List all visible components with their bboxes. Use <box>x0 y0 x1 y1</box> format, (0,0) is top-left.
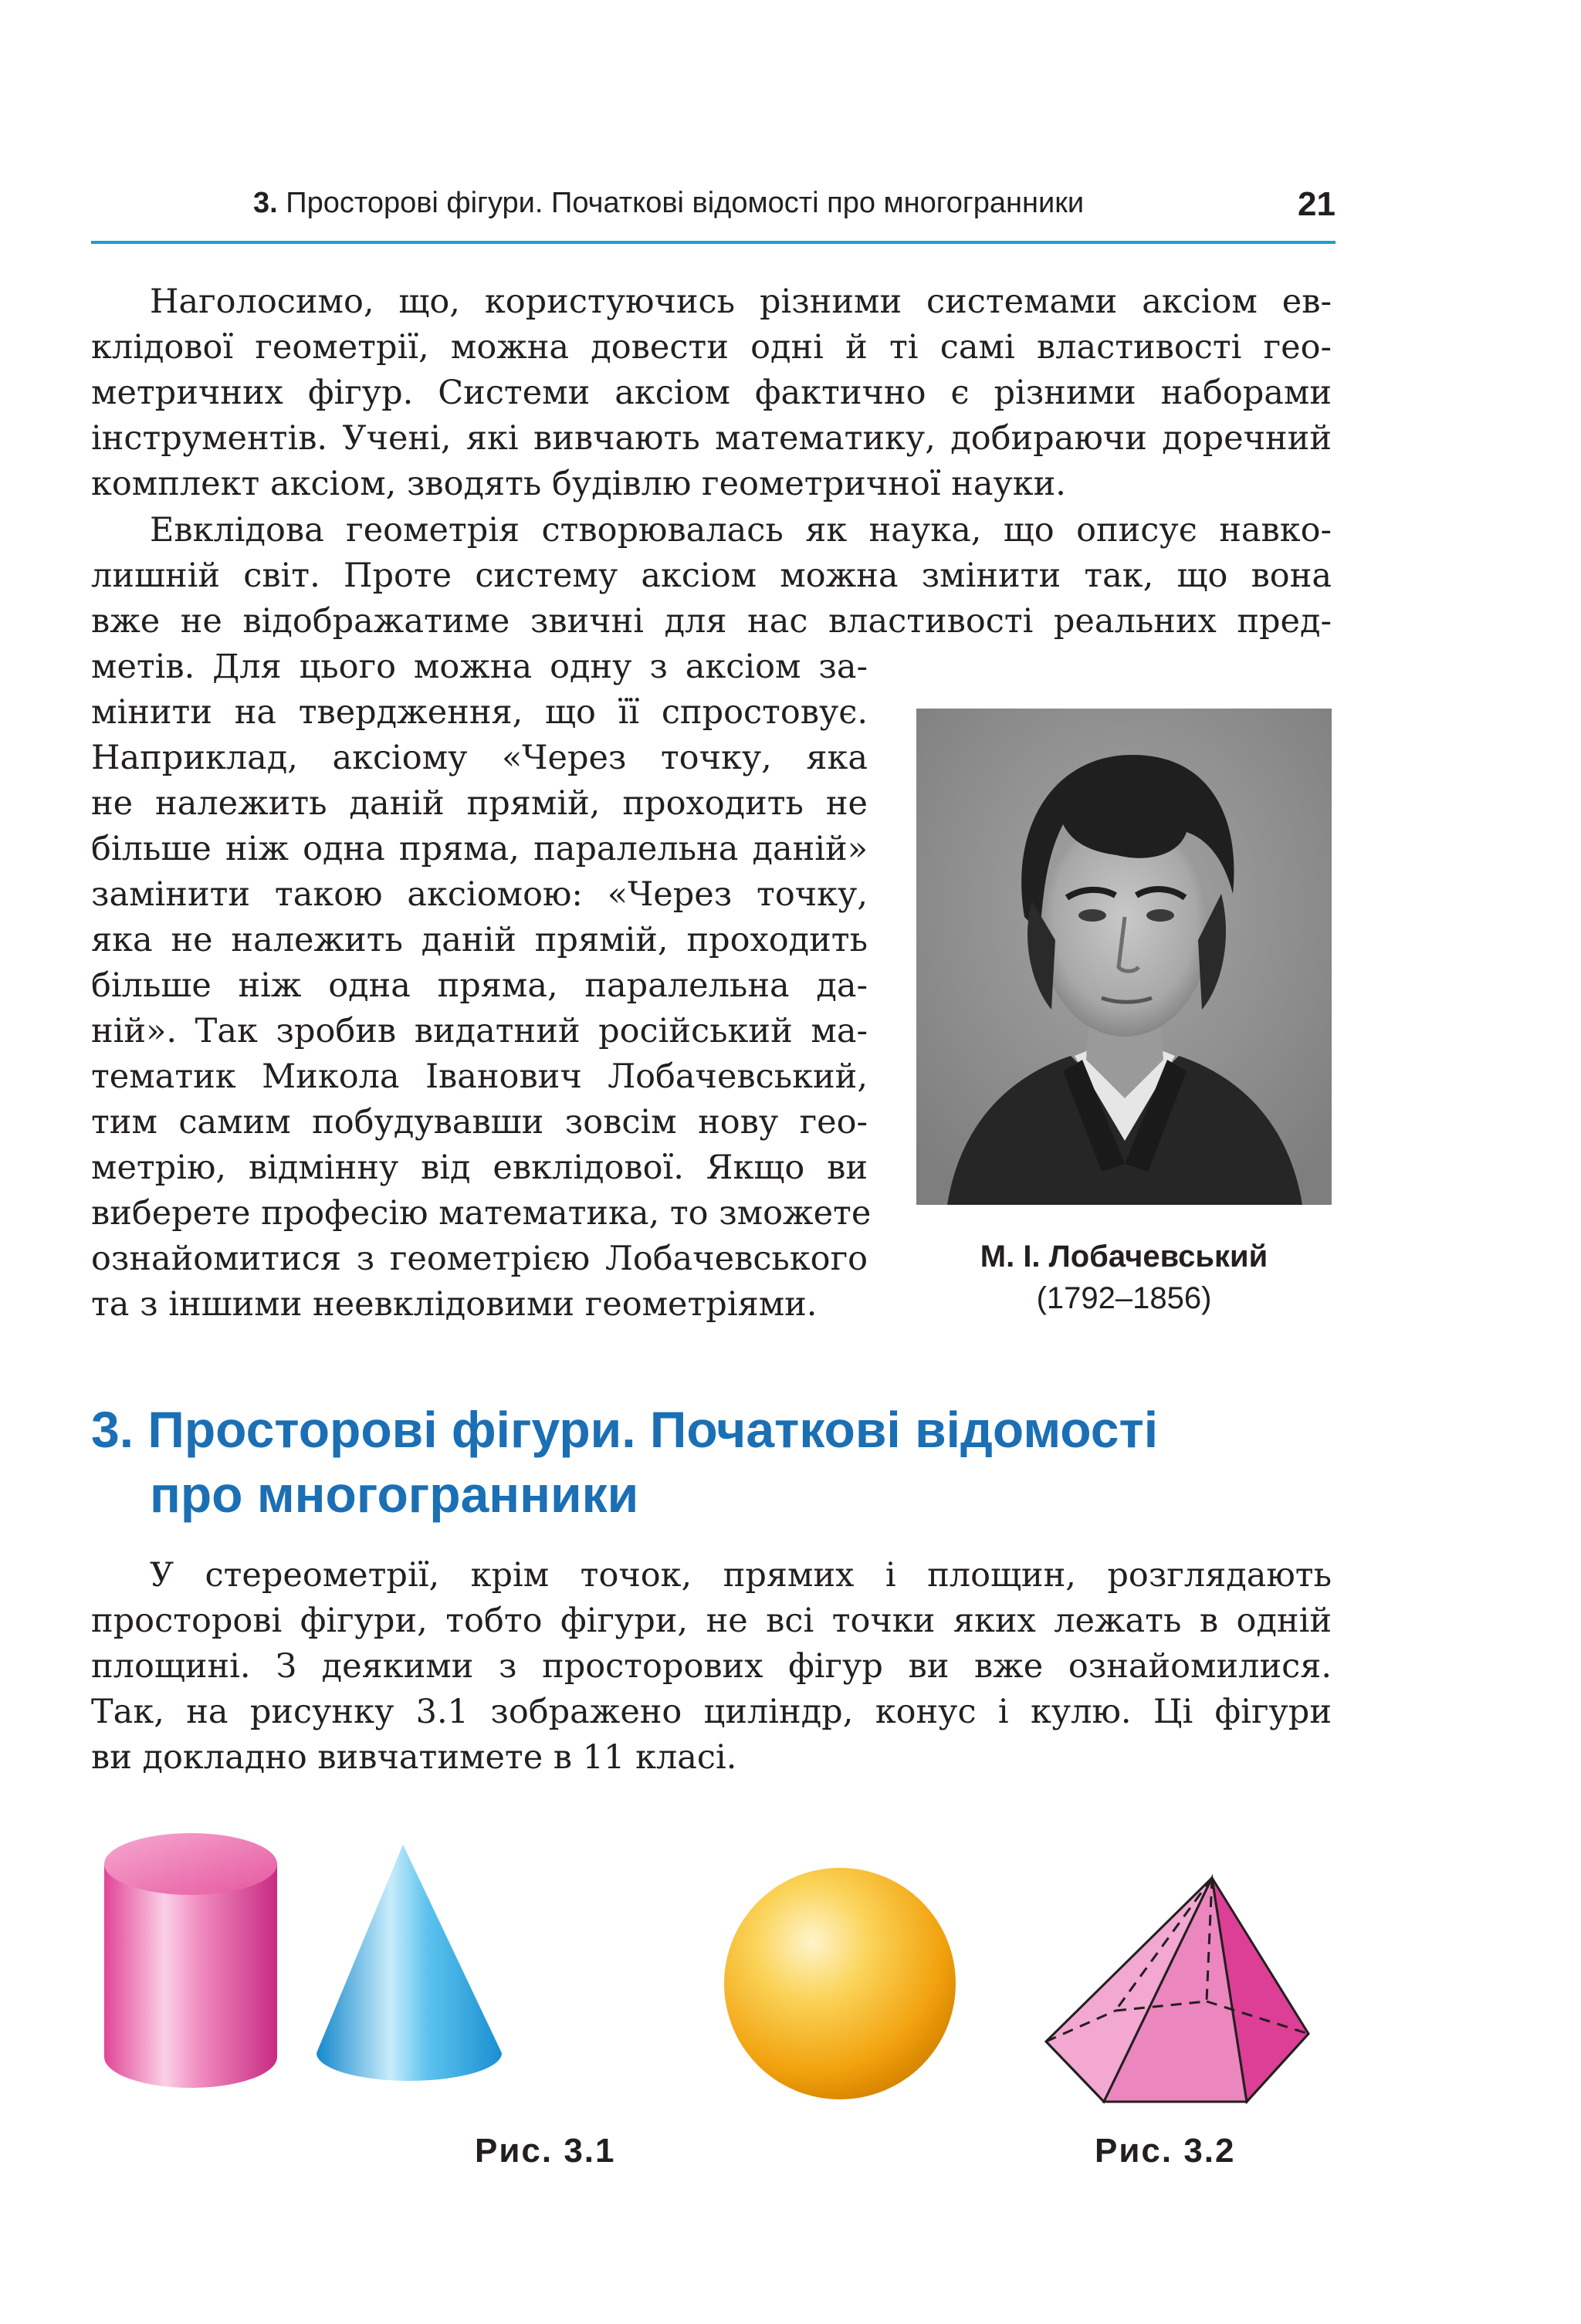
paragraph-1-line: клідової геометрії, можна довести одні й ті самі властивості гео- <box>91 328 1332 367</box>
paragraph-1-line: Наголосимо, що, користуючись різними системами аксіом ев- <box>150 282 1332 321</box>
paragraph-3-line: У стереометрії, крім точок, прямих і площин, розглядають <box>150 1556 1332 1595</box>
pyramid-shape <box>1046 1878 1308 2102</box>
cylinder-shape <box>104 1833 277 2088</box>
paragraph-2-line: яка не належить даній прямій, проходить <box>91 921 868 959</box>
portrait-caption-name: М. І. Лобачевський <box>980 1240 1268 1274</box>
paragraph-2-line: вже не відображатиме звичні для нас властивості реальних пред- <box>91 602 1332 641</box>
paragraph-2-line: виберете професію математика, то зможете <box>91 1194 872 1233</box>
paragraph-2-line: більше ніж одна пряма, паралельна да- <box>91 966 868 1005</box>
running-head-section-title: Просторові фігури. Початкові відомості про многогранники <box>286 187 1085 219</box>
figure-3-1-label: Рис. 3.1 <box>475 2132 616 2170</box>
paragraph-2-line: не належить даній прямій, проходить не <box>91 784 868 823</box>
portrait-illustration <box>916 709 1332 1205</box>
paragraph-2-narrow <box>91 644 872 1328</box>
paragraph-1-line: інструментів. Учені, які вивчають математику, добираючи доречний <box>91 419 1332 458</box>
paragraph-1-line: комплект аксіом, зводять будівлю геометричної науки. <box>91 465 1066 503</box>
paragraph-3 <box>91 1553 1332 1781</box>
section-heading <box>91 1397 1158 1527</box>
paragraph-2-line: мінити на твердження, що її спростовує. <box>91 693 868 732</box>
cone-shape <box>317 1845 502 2081</box>
paragraph-3-line: ви докладно вивчатимете в 11 класі. <box>91 1738 737 1777</box>
paragraph-2-full <box>91 508 1332 644</box>
running-head <box>91 179 1336 244</box>
paragraph-2-line: замінити такою аксіомою: «Через точку, <box>91 875 868 914</box>
page-number: 21 <box>1298 185 1336 223</box>
running-head-section-number: 3. <box>253 187 278 219</box>
paragraph-2-line: ній». Так зробив видатний російський ма- <box>91 1012 868 1050</box>
paragraph-2-line: метів. Для цього можна одну з аксіом за- <box>91 648 868 686</box>
section-heading-line-1: 3. Просторові фігури. Початкові відомості <box>91 1401 1159 1458</box>
section-heading-line-2: про многогранники <box>150 1466 639 1523</box>
paragraph-1-line: метричних фігур. Системи аксіом фактично є різними наборами <box>91 374 1332 412</box>
figure-3-2-label: Рис. 3.2 <box>1095 2132 1236 2170</box>
sphere-shape <box>724 1868 956 2099</box>
paragraph-3-line: площині. З деякими з просторових фігур ви вже ознайомилися. <box>91 1647 1332 1686</box>
paragraph-2-line: тематик Микола Іванович Лобачевський, <box>91 1057 868 1096</box>
paragraph-2-line: Наприклад, аксіому «Через точку, яка <box>91 739 868 777</box>
paragraph-2-line: та з іншими неевклідовими геометріями. <box>91 1285 818 1324</box>
paragraph-2-line: лишній світ. Проте систему аксіом можна змінити так, що вона <box>91 556 1332 595</box>
paragraph-1 <box>91 279 1332 507</box>
paragraph-3-line: просторові фігури, тобто фігури, не всі точки яких лежать в одній <box>91 1602 1332 1640</box>
paragraph-2-line: Евклідова геометрія створювалась як наука, що описує навко- <box>150 511 1332 550</box>
figure-3-2 <box>1038 1872 1336 2111</box>
figure-3-1 <box>100 1829 973 2115</box>
paragraph-2-line: більше ніж одна пряма, паралельна даній» <box>91 830 868 868</box>
portrait-caption-years: (1792–1856) <box>1036 1281 1212 1315</box>
portrait-image <box>916 709 1332 1205</box>
paragraph-3-line: Так, на рисунку 3.1 зображено циліндр, конус і кулю. Ці фігури <box>91 1693 1332 1731</box>
paragraph-2-line: метрію, відмінну від евклідової. Якщо ви <box>91 1148 868 1187</box>
running-head-title <box>253 187 1084 220</box>
paragraph-2-line: ознайомитися з геометрією Лобачевського <box>91 1240 868 1278</box>
paragraph-2-line: тим самим побудувавши зовсім нову гео- <box>91 1103 868 1142</box>
